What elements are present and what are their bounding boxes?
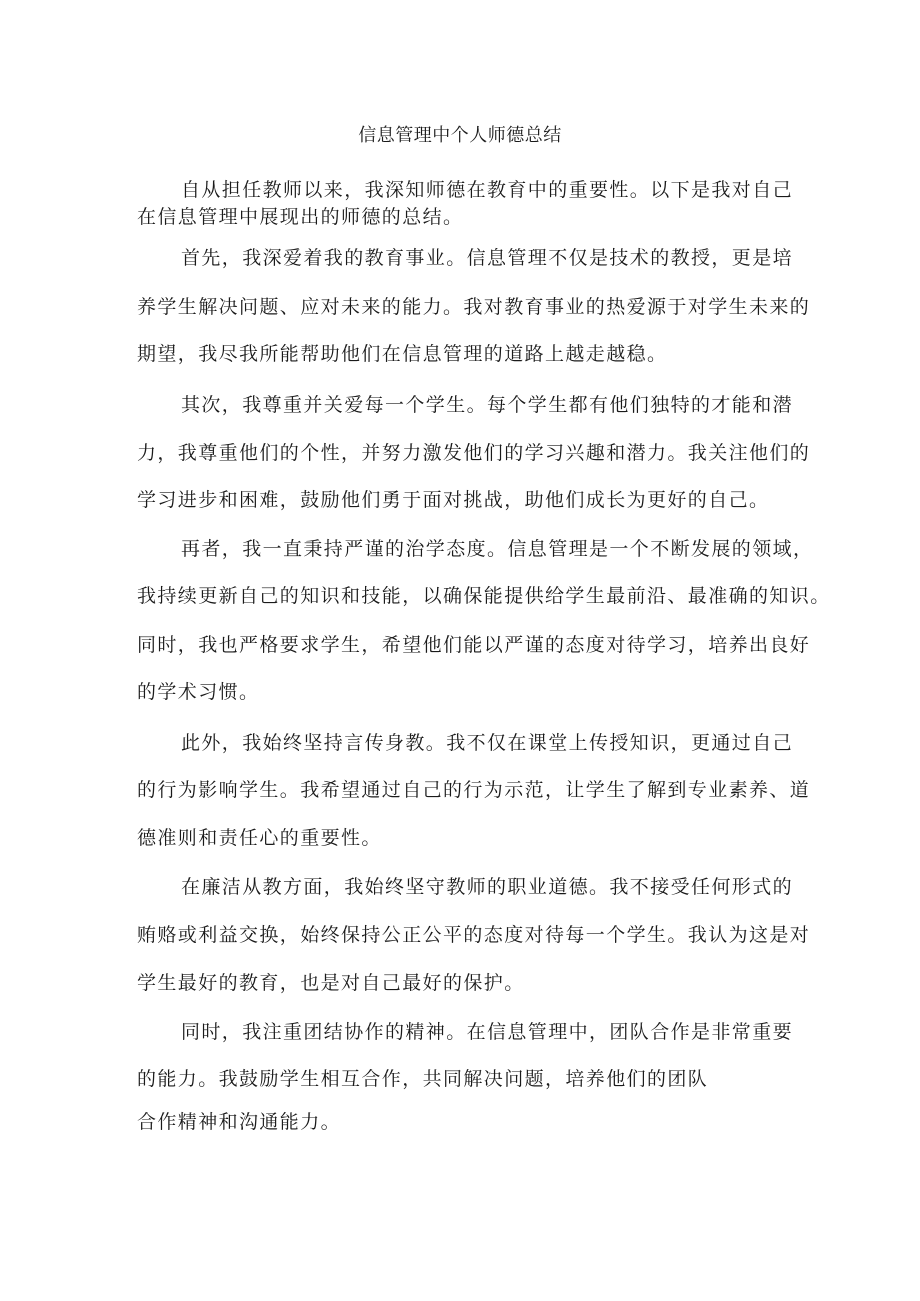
paragraph-3-line-3: 学习进步和困难，鼓励他们勇于面对挑战，助他们成长为更好的自己。 [137,489,770,511]
paragraph-2-line-3: 期望，我尽我所能帮助他们在信息管理的道路上越走越稳。 [137,343,668,365]
paragraph-6-line-1: 在廉洁从教方面，我始终坚守教师的职业道德。我不接受任何形式的 [181,876,794,898]
paragraph-1-line-2: 在信息管理中展现出的师德的总结。 [137,206,464,228]
paragraph-6-line-2: 贿赂或利益交换，始终保持公正公平的态度对待每一个学生。我认为这是对 [137,924,811,946]
paragraph-4-line-1: 再者，我一直秉持严谨的治学态度。信息管理是一个不断发展的领域， [181,538,814,560]
paragraph-2-line-2: 养学生解决问题、应对未来的能力。我对教育事业的热爱源于对学生未来的 [137,296,811,318]
paragraph-5-line-1: 此外，我始终坚持言传身教。我不仅在课堂上传授知识，更通过自己 [181,732,794,754]
paragraph-4-line-3: 同时，我也严格要求学生，希望他们能以严谨的态度对待学习，培养出良好 [137,634,811,656]
paragraph-4-line-4: 的学术习惯。 [137,681,260,703]
paragraph-5-line-3: 德准则和责任心的重要性。 [137,827,382,849]
paragraph-1-line-1: 自从担任教师以来，我深知师德在教育中的重要性。以下是我对自己 [181,179,794,201]
paragraph-7-line-2: 的能力。我鼓励学生相互合作，共同解决问题，培养他们的团队 [137,1068,709,1090]
paragraph-4-line-2: 我持续更新自己的知识和技能，以确保能提供给学生最前沿、最准确的知识。 [137,585,831,607]
paragraph-7-line-3: 合作精神和沟通能力。 [137,1111,342,1133]
paragraph-3-line-1: 其次，我尊重并关爱每一个学生。每个学生都有他们独特的才能和潜 [181,394,794,416]
paragraph-5-line-2: 的行为影响学生。我希望通过自己的行为示范，让学生了解到专业素养、道 [137,779,811,801]
paragraph-6-line-3: 学生最好的教育，也是对自己最好的保护。 [137,972,525,994]
document-title: 信息管理中个人师德总结 [358,125,562,146]
paragraph-7-line-1: 同时，我注重团结协作的精神。在信息管理中，团队合作是非常重要 [181,1021,794,1043]
paragraph-3-line-2: 力，我尊重他们的个性，并努力激发他们的学习兴趣和潜力。我关注他们的 [137,442,811,464]
paragraph-2-line-1: 首先，我深爱着我的教育事业。信息管理不仅是技术的教授，更是培 [181,247,794,269]
